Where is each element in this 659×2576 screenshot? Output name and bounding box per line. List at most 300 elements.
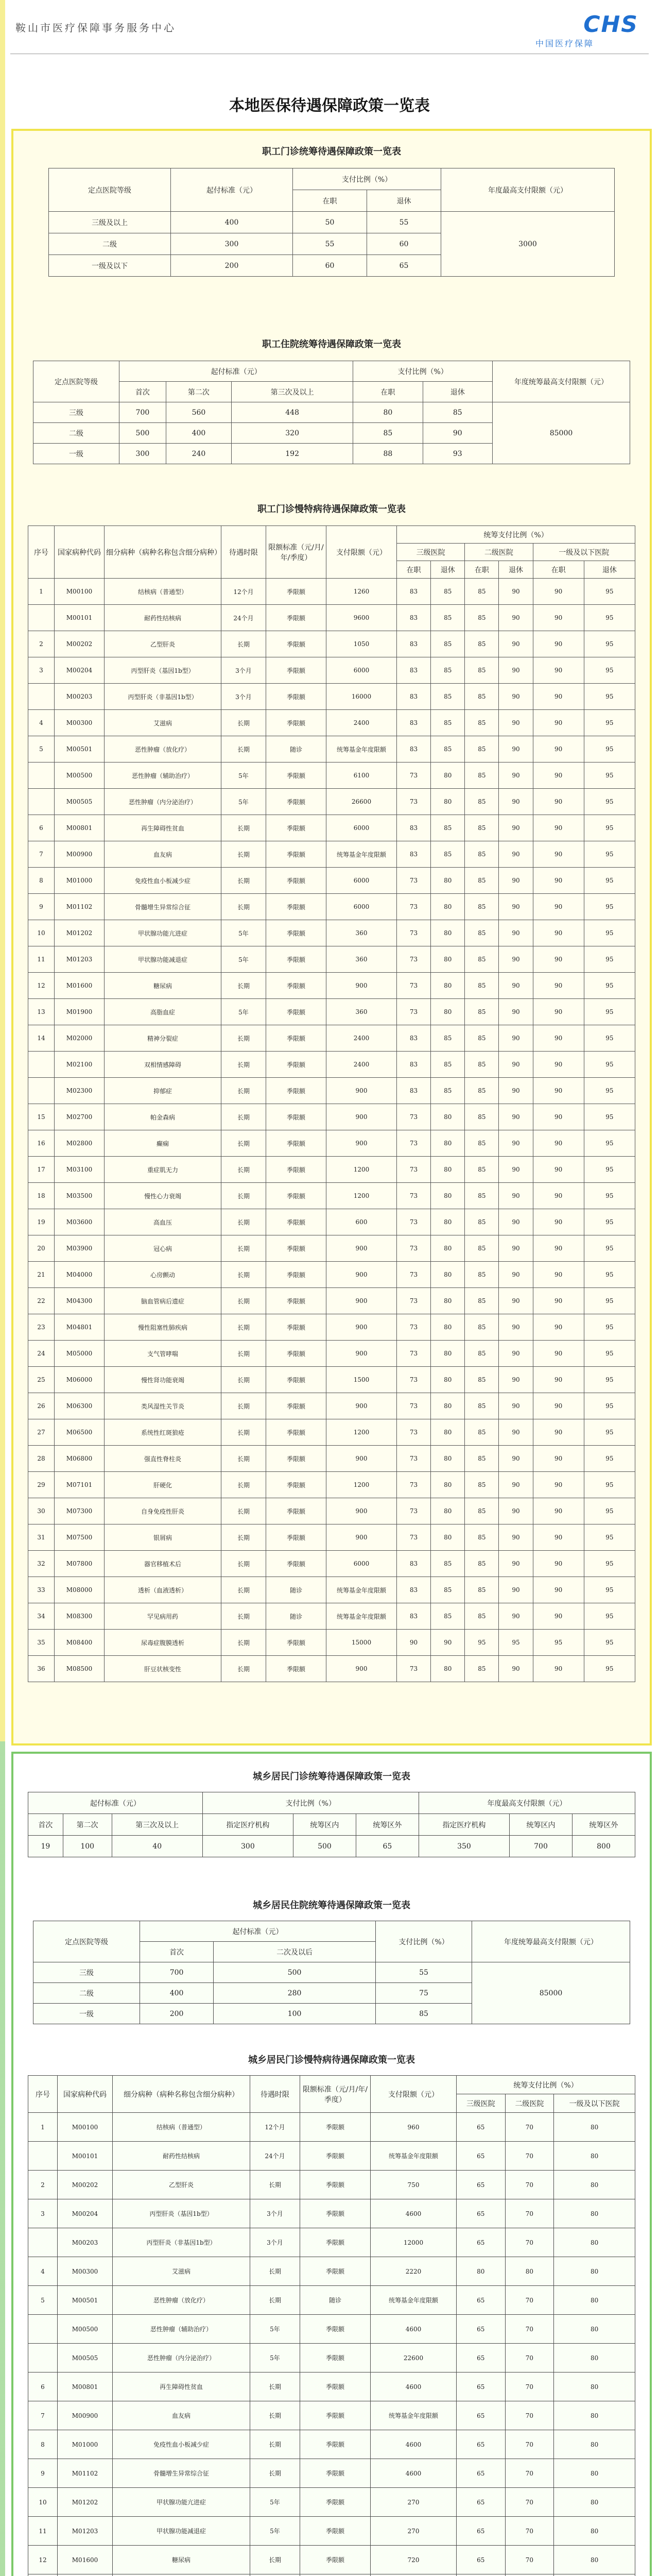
col-header: 支付限额（元） <box>371 2076 457 2113</box>
cell-period: 长期 <box>221 1209 266 1235</box>
col-header: 定点医院等级 <box>33 361 119 402</box>
cell-ratio: 95 <box>584 1603 635 1630</box>
cell-period: 长期 <box>221 1262 266 1288</box>
cell-ratio: 85 <box>465 1288 499 1314</box>
cell-name: 免疫性血小板减少症 <box>105 868 221 894</box>
cell-period: 长期 <box>221 894 266 920</box>
cell-limit: 季限额 <box>300 2315 371 2344</box>
cell-name: 高血压 <box>105 1209 221 1235</box>
cell-ratio: 90 <box>499 1104 533 1130</box>
cell-ratio: 95 <box>584 1446 635 1472</box>
cell-ratio: 90 <box>431 1630 465 1656</box>
cell-ratio: 83 <box>397 1551 431 1577</box>
cell-cap: 900 <box>326 1314 397 1341</box>
table-row <box>28 1235 635 1262</box>
cell-cap: 1200 <box>326 1183 397 1209</box>
cell-cap: 6000 <box>326 894 397 920</box>
res-inpatient-title: 城乡居民住院统筹待遇保障政策一览表 <box>253 1900 410 1911</box>
cell-code: M02700 <box>55 1104 105 1130</box>
cell-ratio: 95 <box>584 1630 635 1656</box>
col-header: 定点医院等级 <box>49 168 171 212</box>
cell-period: 长期 <box>221 1577 266 1603</box>
cell-ratio: 90 <box>499 1367 533 1393</box>
col-header: 第二次 <box>63 1814 112 1836</box>
cell-limit: 季限额 <box>266 1183 326 1209</box>
cell-name: 透析（血液透析） <box>105 1577 221 1603</box>
table-row <box>28 2315 635 2344</box>
cell-ratio: 90 <box>533 631 584 657</box>
cell-no: 23 <box>28 1314 55 1341</box>
cell: 500 <box>119 423 166 444</box>
cell-no: 32 <box>28 1551 55 1577</box>
cell-limit: 季限额 <box>266 1393 326 1419</box>
cell-ratio: 90 <box>533 841 584 868</box>
table-row <box>28 1630 635 1656</box>
cell-no: 7 <box>28 841 55 868</box>
cell-limit: 季限额 <box>266 1472 326 1498</box>
cell-ratio: 90 <box>533 605 584 631</box>
cell-name: 精神分裂症 <box>105 1025 221 1052</box>
cell-limit: 季限额 <box>300 2430 371 2459</box>
cell-no: 4 <box>28 2257 58 2286</box>
col-header: 二级医院 <box>465 544 533 561</box>
cell-ratio: 80 <box>431 1183 465 1209</box>
cell-ratio: 70 <box>505 2286 554 2315</box>
col-header: 年度最高支付限额（元） <box>419 1792 635 1814</box>
cell-ratio: 95 <box>584 1314 635 1341</box>
cell-ratio: 80 <box>554 2430 635 2459</box>
cell-cap: 900 <box>326 1288 397 1314</box>
cell-no <box>28 2574 58 2576</box>
cell-period: 长期 <box>221 1235 266 1262</box>
table-row <box>28 1367 635 1393</box>
cell-period: 长期 <box>221 1367 266 1393</box>
cell-ratio: 80 <box>431 1367 465 1393</box>
cell-no: 10 <box>28 2488 58 2517</box>
cell-ratio: 90 <box>533 973 584 999</box>
cell-cap: 2220 <box>371 2257 457 2286</box>
cell-limit: 随诊 <box>266 736 326 762</box>
cell-ratio: 80 <box>554 2315 635 2344</box>
cell-cap: 1200 <box>326 1419 397 1446</box>
cell: 320 <box>232 423 353 444</box>
cell-ratio: 90 <box>499 1157 533 1183</box>
cell-ratio: 90 <box>499 1524 533 1551</box>
page-header <box>0 0 659 57</box>
cell-ratio: 85 <box>465 815 499 841</box>
cell-name: 器官移植术后 <box>105 1551 221 1577</box>
cell-limit: 季限额 <box>266 1078 326 1104</box>
cell-cap: 6000 <box>326 815 397 841</box>
cell-ratio: 85 <box>465 1524 499 1551</box>
cell-name: 耐药性结核病 <box>105 605 221 631</box>
table-row <box>28 2142 635 2171</box>
cell-ratio: 90 <box>499 1078 533 1104</box>
cell-code: M01000 <box>58 2430 113 2459</box>
cell-no <box>28 605 55 631</box>
cell-code: M00203 <box>55 684 105 710</box>
cell-no <box>28 789 55 815</box>
cell-period: 长期 <box>221 1446 266 1472</box>
cell-limit: 季限额 <box>266 946 326 973</box>
res-outpatient-block <box>13 1769 650 1857</box>
cell-code: M01600 <box>58 2546 113 2574</box>
cell-ratio: 80 <box>554 2372 635 2401</box>
col-header: 年度统筹最高支付限额（元） <box>472 1921 630 1962</box>
cell-ratio: 90 <box>499 1235 533 1262</box>
cell-ratio: 70 <box>505 2372 554 2401</box>
cell-ratio: 95 <box>584 1656 635 1682</box>
cell-ratio: 95 <box>584 815 635 841</box>
cell-no: 14 <box>28 1025 55 1052</box>
res-chronic-title: 城乡居民门诊慢特病待遇保障政策一览表 <box>248 2055 415 2065</box>
cell-code: M01000 <box>55 868 105 894</box>
cell-ratio: 73 <box>397 1367 431 1393</box>
cell-ratio: 90 <box>499 762 533 789</box>
cell: 700 <box>510 1836 573 1857</box>
col-header: 三级医院 <box>457 2094 506 2113</box>
cell-no <box>28 762 55 789</box>
cell-name: 艾滋病 <box>113 2257 250 2286</box>
cell-ratio: 95 <box>584 841 635 868</box>
cell: 100 <box>63 1836 112 1857</box>
cell-period: 长期 <box>221 1603 266 1630</box>
table-row <box>28 999 635 1025</box>
cell: 500 <box>214 1962 376 1983</box>
cell: 280 <box>214 1983 376 2004</box>
cell: 85000 <box>472 1962 630 2024</box>
cell-code: M05000 <box>55 1341 105 1367</box>
cell-ratio: 85 <box>465 1419 499 1446</box>
cell-ratio: 90 <box>499 605 533 631</box>
col-header: 序号 <box>28 526 55 579</box>
cell-ratio: 85 <box>431 1025 465 1052</box>
cell-cap: 6100 <box>326 762 397 789</box>
cell-ratio: 90 <box>499 973 533 999</box>
cell-code: M02800 <box>55 1130 105 1157</box>
cell-code: M03500 <box>55 1183 105 1209</box>
cell-ratio: 83 <box>397 605 431 631</box>
table-row <box>28 1341 635 1367</box>
cell-period: 长期 <box>250 2459 300 2488</box>
cell-name: 自身免疫性肝炎 <box>105 1498 221 1524</box>
table-row <box>28 1078 635 1104</box>
cell-period: 长期 <box>221 1288 266 1314</box>
cell-ratio: 65 <box>457 2142 506 2171</box>
cell-ratio: 80 <box>554 2228 635 2257</box>
cell-code: M03100 <box>55 1157 105 1183</box>
col-header: 指定医疗机构 <box>419 1814 509 1836</box>
table-row <box>28 657 635 684</box>
cell-limit: 季限额 <box>300 2257 371 2286</box>
col-header: 统筹区外 <box>572 1814 635 1836</box>
cell-limit: 季限额 <box>266 999 326 1025</box>
cell-ratio: 80 <box>431 868 465 894</box>
cell-limit: 季限额 <box>266 1446 326 1472</box>
cell-ratio: 73 <box>397 946 431 973</box>
cell-ratio: 90 <box>533 1183 584 1209</box>
cell-ratio: 73 <box>397 920 431 946</box>
cell-cap: 15000 <box>326 1630 397 1656</box>
cell-limit: 季限额 <box>266 631 326 657</box>
cell-code: M01203 <box>55 946 105 973</box>
cell-limit: 季限额 <box>266 1052 326 1078</box>
cell-period: 长期 <box>221 1025 266 1052</box>
cell-name: 恶性肿瘤（内分泌治疗） <box>113 2344 250 2372</box>
cell-ratio: 90 <box>499 1130 533 1157</box>
cell-no: 12 <box>28 2546 58 2574</box>
cell-ratio: 80 <box>431 762 465 789</box>
cell-cap: 270 <box>371 2488 457 2517</box>
cell-period: 长期 <box>221 1630 266 1656</box>
cell-code: M04300 <box>55 1288 105 1314</box>
cell-ratio: 90 <box>499 1446 533 1472</box>
cell-no: 11 <box>28 946 55 973</box>
cell-name <box>113 2574 250 2576</box>
cell-ratio: 83 <box>397 710 431 736</box>
cell-code: M00501 <box>55 736 105 762</box>
cell-ratio: 95 <box>499 1630 533 1656</box>
cell-ratio: 73 <box>397 1209 431 1235</box>
table-row <box>28 1393 635 1419</box>
table-row <box>28 1603 635 1630</box>
resident-section <box>11 1752 652 2576</box>
cell: 200 <box>171 255 293 277</box>
cell-ratio: 95 <box>584 1551 635 1577</box>
cell-limit: 季限额 <box>266 920 326 946</box>
cell-cap: 720 <box>371 2546 457 2574</box>
cell-ratio: 85 <box>465 762 499 789</box>
col-header: 首次 <box>119 382 166 402</box>
cell-code: M00204 <box>55 657 105 684</box>
cell-ratio: 90 <box>533 920 584 946</box>
cell-code: M00801 <box>58 2372 113 2401</box>
table-row <box>28 841 635 868</box>
cell: 700 <box>140 1962 214 1983</box>
cell-limit: 季限额 <box>266 579 326 605</box>
cell-no: 6 <box>28 815 55 841</box>
cell-period: 5年 <box>221 999 266 1025</box>
cell-cap: 900 <box>326 1078 397 1104</box>
cell-ratio: 90 <box>499 1052 533 1078</box>
cell-ratio: 85 <box>431 1603 465 1630</box>
res-chronic-table <box>28 2075 635 2576</box>
table-row <box>28 1130 635 1157</box>
table-row <box>28 2401 635 2430</box>
cell-name: 再生障碍性贫血 <box>105 815 221 841</box>
cell-no: 4 <box>28 710 55 736</box>
cell-limit: 随诊 <box>266 1577 326 1603</box>
cell-ratio: 85 <box>465 789 499 815</box>
cell-no: 27 <box>28 1419 55 1446</box>
cell-code: M01600 <box>55 973 105 999</box>
cell-ratio: 90 <box>533 1235 584 1262</box>
cell-ratio: 65 <box>457 2459 506 2488</box>
cell-period: 长期 <box>221 1078 266 1104</box>
cell-no: 33 <box>28 1577 55 1603</box>
cell-period: 长期 <box>221 1052 266 1078</box>
cell-ratio: 90 <box>533 1314 584 1341</box>
emp-chronic-body <box>28 579 635 1682</box>
table-row <box>28 2430 635 2459</box>
cell-name: 心房颤动 <box>105 1262 221 1288</box>
cell-ratio: 85 <box>465 973 499 999</box>
cell-ratio: 95 <box>584 1367 635 1393</box>
cell-ratio: 73 <box>397 1183 431 1209</box>
col-header: 年度统筹最高支付限额（元） <box>493 361 630 402</box>
cell-code: M01900 <box>55 999 105 1025</box>
cell-name: 银屑病 <box>105 1524 221 1551</box>
cell-ratio: 83 <box>397 579 431 605</box>
cell-ratio: 90 <box>533 1577 584 1603</box>
col-header: 统筹区外 <box>356 1814 419 1836</box>
cell-ratio: 90 <box>499 920 533 946</box>
cell-no: 3 <box>28 657 55 684</box>
cell-ratio: 95 <box>584 789 635 815</box>
cell-ratio: 95 <box>584 1262 635 1288</box>
cell: 400 <box>166 423 231 444</box>
cell-cap: 22600 <box>371 2344 457 2372</box>
cell-ratio: 90 <box>533 1025 584 1052</box>
cell-ratio: 83 <box>397 657 431 684</box>
cell-no: 28 <box>28 1446 55 1472</box>
cell-ratio: 90 <box>533 1157 584 1183</box>
col-header: 一级及以下医院 <box>533 544 635 561</box>
cell-no: 24 <box>28 1341 55 1367</box>
cell-ratio <box>457 2574 506 2576</box>
cell-ratio: 85 <box>465 1235 499 1262</box>
cell-limit: 季限额 <box>266 1104 326 1130</box>
table-row <box>28 973 635 999</box>
cell-code: M08000 <box>55 1577 105 1603</box>
cell-ratio: 90 <box>533 1341 584 1367</box>
cell: 500 <box>293 1836 356 1857</box>
cell-ratio: 85 <box>431 736 465 762</box>
emp-inpatient-title: 职工住院统筹待遇保障政策一览表 <box>262 339 401 350</box>
cell-ratio: 73 <box>397 1235 431 1262</box>
cell-ratio: 80 <box>431 1524 465 1551</box>
cell-period: 长期 <box>221 631 266 657</box>
cell-ratio: 85 <box>465 710 499 736</box>
cell-limit: 季限额 <box>266 1262 326 1288</box>
table-row <box>28 2113 635 2142</box>
res-chronic-body <box>28 2113 635 2576</box>
col-header: 支付比例（%） <box>293 168 441 190</box>
cell-ratio: 90 <box>397 1630 431 1656</box>
col-header: 退休 <box>431 561 465 579</box>
cell-ratio: 90 <box>499 684 533 710</box>
cell-ratio: 70 <box>505 2228 554 2257</box>
cell-ratio: 70 <box>505 2459 554 2488</box>
cell-code: M08300 <box>55 1603 105 1630</box>
col-header: 细分病种（病种名称包含细分病种） <box>105 526 221 579</box>
table-row <box>28 2574 635 2576</box>
cell-cap: 2400 <box>326 710 397 736</box>
cell-ratio: 95 <box>584 999 635 1025</box>
cell-ratio: 95 <box>465 1630 499 1656</box>
emp-inpatient-block <box>13 337 650 464</box>
cell-limit: 季限额 <box>266 1288 326 1314</box>
emp-chronic-title: 职工门诊慢特病待遇保障政策一览表 <box>257 504 406 515</box>
cell: 19 <box>28 1836 63 1857</box>
cell-ratio: 90 <box>499 1314 533 1341</box>
cell-cap: 1260 <box>326 579 397 605</box>
cell-no: 2 <box>28 631 55 657</box>
cell-limit: 季限额 <box>266 762 326 789</box>
cell-cap: 900 <box>326 1656 397 1682</box>
cell-cap: 统筹基金年度限额 <box>326 736 397 762</box>
cell-cap: 2400 <box>326 1025 397 1052</box>
cell-ratio: 85 <box>465 736 499 762</box>
cell-cap: 1200 <box>326 1157 397 1183</box>
cell-period: 5年 <box>221 920 266 946</box>
cell-ratio: 85 <box>431 815 465 841</box>
cell-ratio: 90 <box>499 579 533 605</box>
cell-ratio: 85 <box>431 684 465 710</box>
cell-ratio: 80 <box>431 946 465 973</box>
cell-period: 长期 <box>221 973 266 999</box>
cell-cap: 26600 <box>326 789 397 815</box>
cell-period: 24个月 <box>221 605 266 631</box>
cell-cap: 900 <box>326 973 397 999</box>
cell-limit: 季限额 <box>266 605 326 631</box>
cell-ratio: 90 <box>533 1446 584 1472</box>
cell-ratio: 70 <box>505 2199 554 2228</box>
cell: 55 <box>293 233 367 255</box>
cell-cap: 900 <box>326 1341 397 1367</box>
cell-ratio: 95 <box>584 762 635 789</box>
cell-ratio: 85 <box>465 579 499 605</box>
cell-ratio: 65 <box>457 2430 506 2459</box>
cell-ratio: 73 <box>397 1393 431 1419</box>
cell-code: M00100 <box>55 579 105 605</box>
cell-limit: 季限额 <box>266 1209 326 1235</box>
cell: 350 <box>419 1836 509 1857</box>
cell-code: M00505 <box>58 2344 113 2372</box>
cell-limit: 季限额 <box>266 710 326 736</box>
cell-ratio: 90 <box>499 1419 533 1446</box>
emp-chronic-table <box>28 526 635 1682</box>
cell-ratio: 90 <box>499 841 533 868</box>
cell-no: 9 <box>28 894 55 920</box>
cell-ratio: 85 <box>465 1551 499 1577</box>
cell-ratio: 85 <box>465 1393 499 1419</box>
col-header: 退休 <box>367 190 441 212</box>
cell-ratio: 80 <box>554 2459 635 2488</box>
table-row <box>28 2257 635 2286</box>
cell-name: 乙型肝炎 <box>105 631 221 657</box>
cell-no <box>28 2142 58 2171</box>
chs-logo <box>535 11 638 47</box>
table-row <box>28 1498 635 1524</box>
cell-ratio: 70 <box>505 2546 554 2574</box>
col-header: 三级医院 <box>397 544 465 561</box>
table-row <box>28 2517 635 2546</box>
cell-ratio: 85 <box>465 1157 499 1183</box>
cell: 85 <box>376 2004 472 2024</box>
cell-cap: 4600 <box>371 2372 457 2401</box>
cell-name: 脑血管病后遗症 <box>105 1288 221 1314</box>
cell-period: 长期 <box>250 2546 300 2574</box>
cell-name: 甲状腺功能减退症 <box>105 946 221 973</box>
cell-limit: 季限额 <box>300 2199 371 2228</box>
cell-name: 高脂血症 <box>105 999 221 1025</box>
cell-ratio <box>554 2574 635 2576</box>
cell-ratio: 70 <box>505 2430 554 2459</box>
cell-code: M07500 <box>55 1524 105 1551</box>
cell-cap: 6000 <box>326 868 397 894</box>
cell-period: 5年 <box>250 2344 300 2372</box>
